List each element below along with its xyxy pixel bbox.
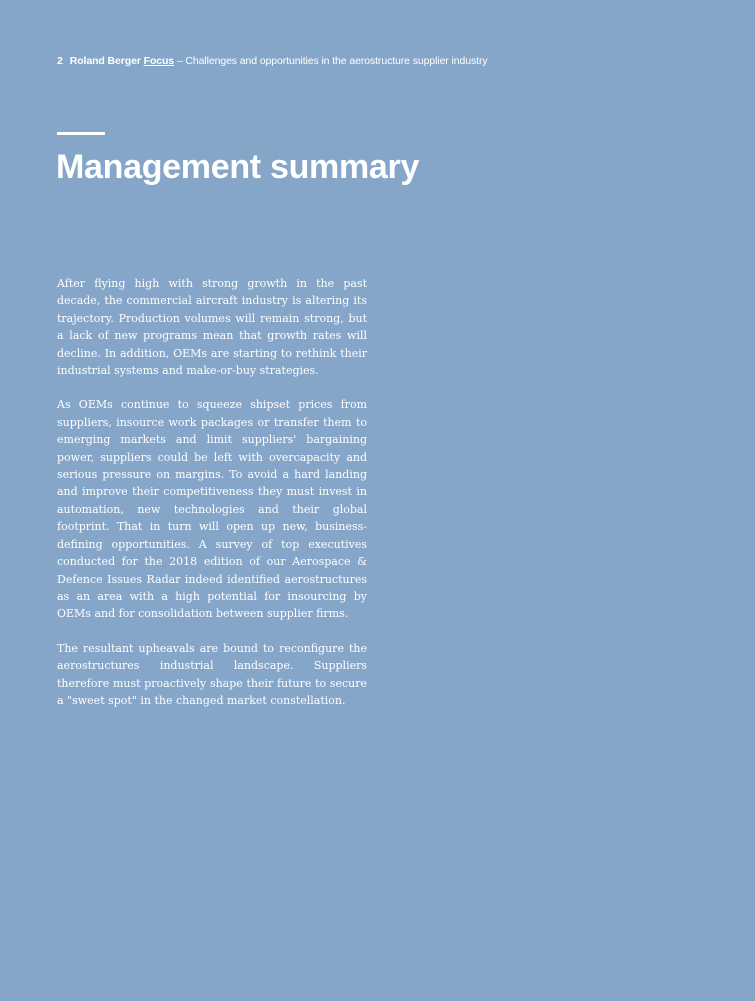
page-number: 2 <box>57 55 63 67</box>
header-subtitle: – Challenges and opportunities in the aerostructure supplier industry <box>174 55 488 67</box>
summary-body <box>57 275 367 726</box>
brand-name: Roland Berger <box>69 55 141 67</box>
paragraph-3: The resultant upheavals are bound to reconfigure the aerostructures industrial landscape. Suppliers therefore must proactively shape their future to secure a "sweet spot" in the changed market constellation. <box>57 641 367 707</box>
page-title: Management summary <box>56 148 420 186</box>
paragraph-1: After flying high with strong growth in the past decade, the commercial aircraft industry is altering its trajectory. Production volumes will remain strong, but a lack of new programs mean that growth rates will decline. In addition, OEMs are starting to rethink their industrial systems and make-or-buy strategies. <box>57 277 367 378</box>
title-rule <box>57 132 105 135</box>
focus-label: Focus <box>143 55 175 67</box>
running-header <box>57 55 488 67</box>
paragraph-2: As OEMs continue to squeeze shipset prices from suppliers, insource work packages or transfer them to emerging markets and limit suppliers' bargaining power, suppliers could be left with overcapacity and serious pressure on margins. To avoid a hard landing and improve their competitiveness they must invest in automation, new technologies and their global footprint. That in turn will open up new, business-defining opportunities. A survey of top executives conducted for the 2018 edition of our Aerospace & Defence Issues Radar indeed identified aerostructures as an area with a high potential for insourcing by OEMs and for consolidation between supplier firms. <box>57 398 367 621</box>
